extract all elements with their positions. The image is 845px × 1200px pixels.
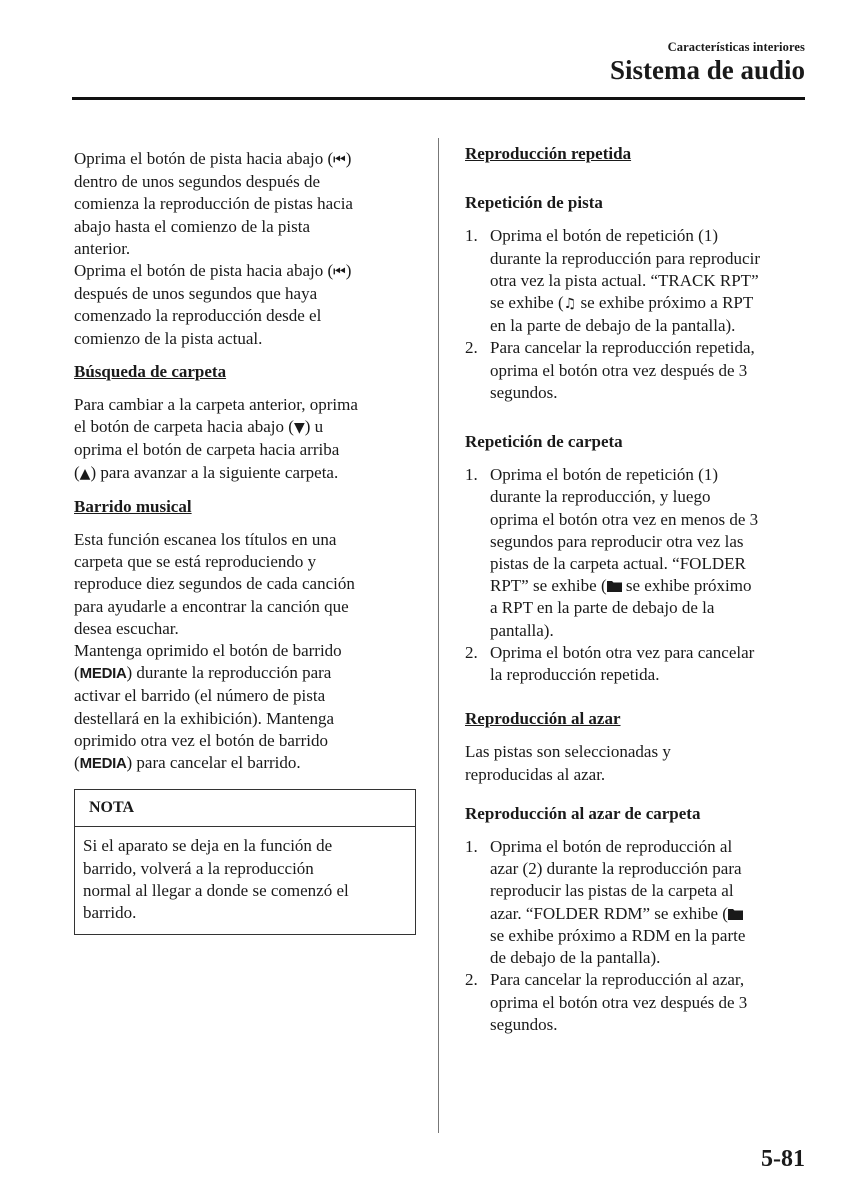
list-number: 2. (465, 338, 478, 358)
text: oprimido otra vez el botón de barrido (74, 730, 328, 750)
list-repeticion-pista (465, 225, 810, 404)
heading-repeticion-carpeta: Repetición de carpeta (465, 432, 623, 452)
text: ( (74, 753, 80, 773)
column-divider (438, 138, 439, 1133)
text: carpeta que se está reproduciendo y (74, 552, 317, 572)
list-number: 2. (465, 970, 478, 990)
list-item (465, 337, 810, 404)
text: comienza la reproducción de pistas hacia (74, 194, 353, 214)
text: ( (74, 663, 80, 683)
paragraph-barrido-1 (74, 529, 416, 640)
text: se exhibe próximo a RPT (580, 293, 754, 313)
text: pantalla). (490, 620, 554, 640)
list-item (465, 642, 810, 686)
text: barrido. (83, 903, 137, 923)
text: ) durante la reproducción para (126, 663, 332, 683)
text: ) (345, 261, 352, 281)
text: Para cancelar la reproducción al azar, (490, 970, 745, 990)
list-number: 1. (465, 465, 478, 485)
note-heading: NOTA (75, 790, 415, 827)
track-down-icon: ⏮ (333, 152, 346, 168)
text: se exhibe próximo (625, 576, 752, 596)
text: segundos. (490, 1014, 558, 1034)
text: comenzado la reproducción desde el (74, 306, 322, 326)
paragraph-azar (465, 741, 810, 785)
text: Oprima el botón de pista hacia abajo ( (74, 261, 334, 281)
text: después de unos segundos que haya (74, 284, 318, 304)
text: Oprima el botón de repetición (1) (490, 465, 719, 485)
text: Para cancelar la reproducción repetida, (490, 338, 755, 358)
text: ) u (304, 417, 324, 437)
list-item (465, 969, 810, 1036)
heading-repeticion-pista: Repetición de pista (465, 193, 603, 213)
right-column (465, 143, 810, 1036)
text: activar el barrido (el número de pista (74, 686, 326, 706)
text: RPT” se exhibe ( (490, 576, 607, 596)
text: reproducir las pistas de la carpeta al (490, 881, 734, 901)
text: oprima el botón otra vez en menos de 3 (490, 509, 759, 529)
text: durante la reproducción para reproducir (490, 248, 760, 268)
text: Las pistas son seleccionadas y (465, 742, 671, 762)
text: azar. “FOLDER RDM” se exhibe ( (490, 903, 728, 923)
text: azar (2) durante la reproducción para (490, 859, 742, 879)
header-rule (72, 97, 805, 100)
text: para ayudarle a encontrar la canción que (74, 596, 349, 616)
text: segundos para reproducir otra vez las (490, 531, 744, 551)
media-button-label: MEDIA (79, 665, 127, 683)
text: abajo hasta el comienzo de la pista (74, 216, 311, 236)
text: ) para avanzar a la siguiente carpeta. (90, 462, 339, 482)
left-column (74, 148, 416, 935)
text: normal al llegar a donde se comenzó el (83, 880, 349, 900)
text: anterior. (74, 238, 131, 258)
paragraph-track-down-2 (74, 260, 416, 350)
paragraph-barrido-2 (74, 640, 416, 775)
folder-icon (607, 580, 622, 592)
text: el botón de carpeta hacia abajo ( (74, 417, 294, 437)
text: desea escuchar. (74, 618, 179, 638)
text: Oprima el botón de pista hacia abajo ( (74, 149, 334, 168)
text: dentro de unos segundos después de (74, 172, 320, 192)
list-item (465, 464, 810, 642)
text: en la parte de debajo de la pantalla). (490, 316, 736, 336)
list-number: 2. (465, 642, 478, 662)
text: reproduce diez segundos de cada canción (74, 574, 355, 594)
text: a RPT en la parte de debajo de la (490, 598, 715, 618)
header-section-label: Características interiores (667, 40, 805, 54)
text: oprima el botón otra vez después de 3 (490, 992, 748, 1012)
text: barrido, volverá a la reproducción (83, 858, 314, 878)
triangle-up-icon: ▲ (79, 465, 91, 482)
text: ) para cancelar el barrido. (126, 753, 301, 773)
text: pistas de la carpeta actual. “FOLDER (490, 554, 746, 574)
paragraph-track-down-1 (74, 148, 416, 260)
text: segundos. (490, 382, 558, 402)
list-number: 1. (465, 226, 478, 246)
note-body (75, 827, 415, 934)
text: Oprima el botón de repetición (1) (490, 226, 719, 246)
text: oprima el botón otra vez después de 3 (490, 360, 748, 380)
page-number: 5-81 (761, 1146, 805, 1172)
list-item (465, 836, 810, 969)
text: durante la reproducción, y luego (490, 487, 711, 507)
heading-reproduccion-azar: Reproducción al azar (465, 709, 621, 729)
music-note-icon: ♫ (563, 296, 577, 313)
note-box (74, 789, 416, 935)
text: ( (74, 462, 80, 482)
paragraph-busqueda (74, 394, 416, 485)
heading-reproduccion-repetida: Reproducción repetida (465, 144, 632, 163)
list-azar-carpeta (465, 836, 810, 1036)
text: oprima el botón de carpeta hacia arriba (74, 440, 340, 460)
text: de debajo de la pantalla). (490, 948, 661, 968)
heading-azar-carpeta: Reproducción al azar de carpeta (465, 803, 701, 823)
text: la reproducción repetida. (490, 665, 660, 685)
text: reproducidas al azar. (465, 764, 606, 784)
heading-busqueda-carpeta: Búsqueda de carpeta (74, 361, 227, 381)
text: Oprima el botón de reproducción al (490, 837, 733, 857)
text: Si el aparato se deja en la función de (83, 836, 333, 856)
text: se exhibe próximo a RDM en la parte (490, 925, 746, 945)
text: Oprima el botón otra vez para cancelar (490, 642, 755, 662)
media-button-label: MEDIA (79, 755, 127, 773)
text: otra vez la pista actual. “TRACK RPT” (490, 270, 759, 290)
text: destellará en la exhibición). Mantenga (74, 708, 335, 728)
list-number: 1. (465, 837, 478, 857)
text: Esta función escanea los títulos en una (74, 530, 337, 550)
text: Mantenga oprimido el botón de barrido (74, 641, 342, 661)
text: Para cambiar a la carpeta anterior, oprima (74, 395, 358, 415)
text: se exhibe ( (490, 293, 564, 313)
list-repeticion-carpeta (465, 464, 810, 686)
triangle-down-icon: ▼ (293, 420, 305, 437)
heading-barrido-musical: Barrido musical (74, 496, 192, 516)
list-item (465, 225, 810, 337)
text: comienzo de la pista actual. (74, 328, 263, 348)
folder-icon (728, 908, 743, 920)
track-down-icon: ⏮ (333, 264, 346, 281)
page-title: Sistema de audio (609, 55, 805, 85)
text: ) (345, 149, 352, 168)
